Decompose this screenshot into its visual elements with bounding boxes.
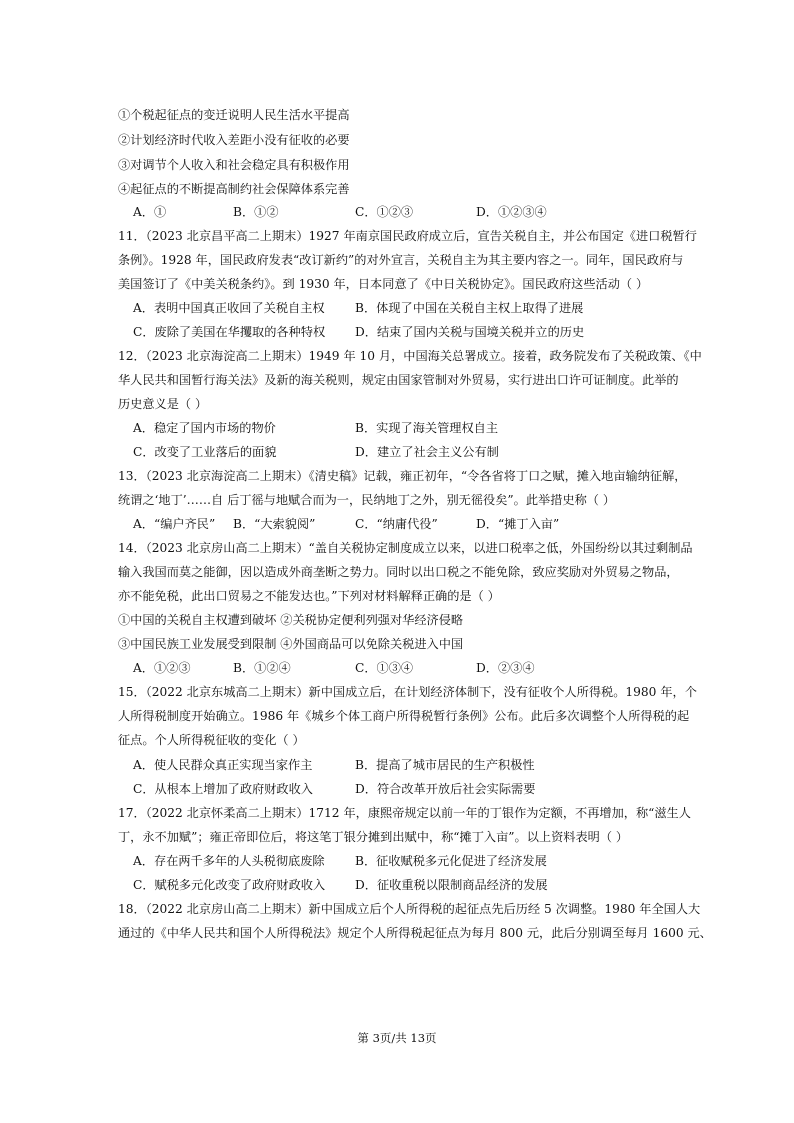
page-number-footer: 第 3页/共 13页 — [357, 1031, 437, 1045]
q11-option-a[interactable]: A．表明中国真正收回了关税自主权 — [133, 301, 325, 315]
q11-stem-line-1: 11．（2023 北京昌平高二上期末）1927 年南京国民政府成立后，宣告关税自主，并公布国定《进口税暂行 — [118, 229, 697, 243]
q15-option-c[interactable]: C．从根本上增加了政府财政收入 — [133, 782, 313, 796]
q12-option-c[interactable]: C．改变了工业落后的面貌 — [133, 445, 277, 459]
q13-option-d[interactable]: D．“摊丁入亩” — [476, 517, 560, 531]
q15-stem-line-2: 人所得税制度开始确立。1986 年《城乡个体工商户所得税暂行条例》公布。此后多次调整个人所得税的起 — [118, 709, 690, 723]
q11-option-d[interactable]: D．结束了国内关税与国境关税并立的历史 — [355, 325, 585, 339]
q18-stem-line-2: 通过的《中华人民共和国个人所得税法》规定个人所得税起征点为每月 800 元，此后分别调至每月 1600 元、 — [118, 926, 712, 940]
q14-option-c[interactable]: C．①③④ — [355, 661, 414, 675]
q18-stem-line-1: 18．（2022 北京房山高二上期末）新中国成立后个人所得税的起征点先后历经 5 次调整。1980 年全国人大 — [118, 902, 701, 916]
q13-option-b[interactable]: B．“大索貌阅” — [233, 517, 316, 531]
q14-option-d[interactable]: D．②③④ — [476, 661, 535, 675]
q17-option-a[interactable]: A．存在两千多年的人头税彻底废除 — [133, 854, 325, 868]
q12-stem-line-3: 历史意义是（ ） — [118, 397, 208, 411]
q17-option-d[interactable]: D．征收重税以限制商品经济的发展 — [355, 878, 548, 892]
q12-stem-line-2: 华人民共和国暂行海关法》及新的海关税则，规定由国家管制对外贸易，实行进出口许可证制度。此举的 — [118, 373, 679, 387]
q10-statement-1: ①个税起征点的变迁说明人民生活水平提高 — [118, 108, 350, 122]
q15-option-d[interactable]: D．符合改革开放后社会实际需要 — [355, 782, 536, 796]
q13-option-c[interactable]: C．“纳庸代役” — [355, 517, 438, 531]
q11-stem-line-3: 美国签订了《中美关税条约》。到 1930 年，日本同意了《中日关税协定》。国民政府这些活动（ ） — [118, 277, 649, 291]
q14-stem-line-1: 14．（2023 北京房山高二上期末）“盖自关税协定制度成立以来，以进口税率之低，外国纷纷以其过剩制品 — [118, 541, 693, 555]
q10-statement-3: ③对调节个人收入和社会稳定具有积极作用 — [118, 158, 350, 172]
q15-stem-line-1: 15．（2022 北京东城高二上期末）新中国成立后，在计划经济体制下，没有征收个人所得税。1980 年，个 — [118, 685, 697, 699]
q12-stem-line-1: 12．（2023 北京海淀高二上期末）1949 年 10 月，中国海关总署成立。接着，政务院发布了关税政策、《中 — [118, 349, 702, 363]
q14-statements-row-1: ①中国的关税自主权遭到破坏 ②关税协定便利列强对华经济侵略 — [118, 613, 464, 627]
q12-option-d[interactable]: D．建立了社会主义公有制 — [355, 445, 499, 459]
q14-stem-line-2: 输入我国而莫之能御，因以造成外商垄断之势力。同时以出口税之不能免除，致应奖励对外贸易之物品， — [118, 565, 679, 579]
q17-option-b[interactable]: B．征收赋税多元化促进了经济发展 — [355, 854, 547, 868]
q15-option-b[interactable]: B．提高了城市居民的生产积极性 — [355, 758, 535, 772]
q10-statement-2: ②计划经济时代收入差距小没有征收的必要 — [118, 133, 350, 147]
q10-statement-4: ④起征点的不断提高制约社会保障体系完善 — [118, 182, 350, 196]
q11-option-c[interactable]: C．废除了美国在华攫取的各种特权 — [133, 325, 326, 339]
q14-statements-row-2: ③中国民族工业发展受到限制 ④外国商品可以免除关税进入中国 — [118, 637, 464, 651]
q11-option-b[interactable]: B．体现了中国在关税自主权上取得了进展 — [355, 301, 584, 315]
q15-stem-line-3: 征点。个人所得税征收的变化（ ） — [118, 733, 305, 747]
q17-option-c[interactable]: C．赋税多元化改变了政府财政收入 — [133, 878, 326, 892]
q13-option-a[interactable]: A．“编户齐民” — [133, 517, 216, 531]
q10-option-c[interactable]: C．①②③ — [355, 205, 414, 219]
q10-option-d[interactable]: D．①②③④ — [476, 205, 547, 219]
q17-stem-line-1: 17．（2022 北京怀柔高二上期末）1712 年，康熙帝规定以前一年的丁银作为定额，不再增加，称“滋生人 — [118, 806, 691, 820]
q14-option-a[interactable]: A．①②③ — [133, 661, 191, 675]
q12-option-a[interactable]: A．稳定了国内市场的物价 — [133, 421, 276, 435]
q14-stem-line-3: 亦不能免税，此出口贸易之不能发达也。”下列对材料解释正确的是（ ） — [118, 589, 500, 603]
q10-option-b[interactable]: B．①② — [233, 205, 279, 219]
q12-option-b[interactable]: B．实现了海关管理权自主 — [355, 421, 499, 435]
q11-stem-line-2: 条例》。1928 年，国民政府发表“改订新约”的对外宣言，关税自主为其主要内容之一。同年，国民政府与 — [118, 253, 684, 267]
q13-stem-line-2: 统谓之‘地丁’……自 后丁徭与地赋合而为一，民纳地丁之外，别无徭役矣”。此举措史称（ ） — [118, 493, 616, 507]
q14-option-b[interactable]: B．①②④ — [233, 661, 291, 675]
q17-stem-line-2: 丁，永不加赋”；雍正帝即位后，将这笔丁银分摊到出赋中，称“摊丁入亩”。以上资料表明（ ） — [118, 830, 629, 844]
q10-option-a[interactable]: A．① — [133, 205, 167, 219]
q15-option-a[interactable]: A．使人民群众真正实现当家作主 — [133, 758, 313, 772]
q13-stem-line-1: 13．（2023 北京海淀高二上期末）《清史稿》记载，雍正初年，“令各省将丁口之赋，摊入地亩输纳征解， — [118, 469, 687, 483]
